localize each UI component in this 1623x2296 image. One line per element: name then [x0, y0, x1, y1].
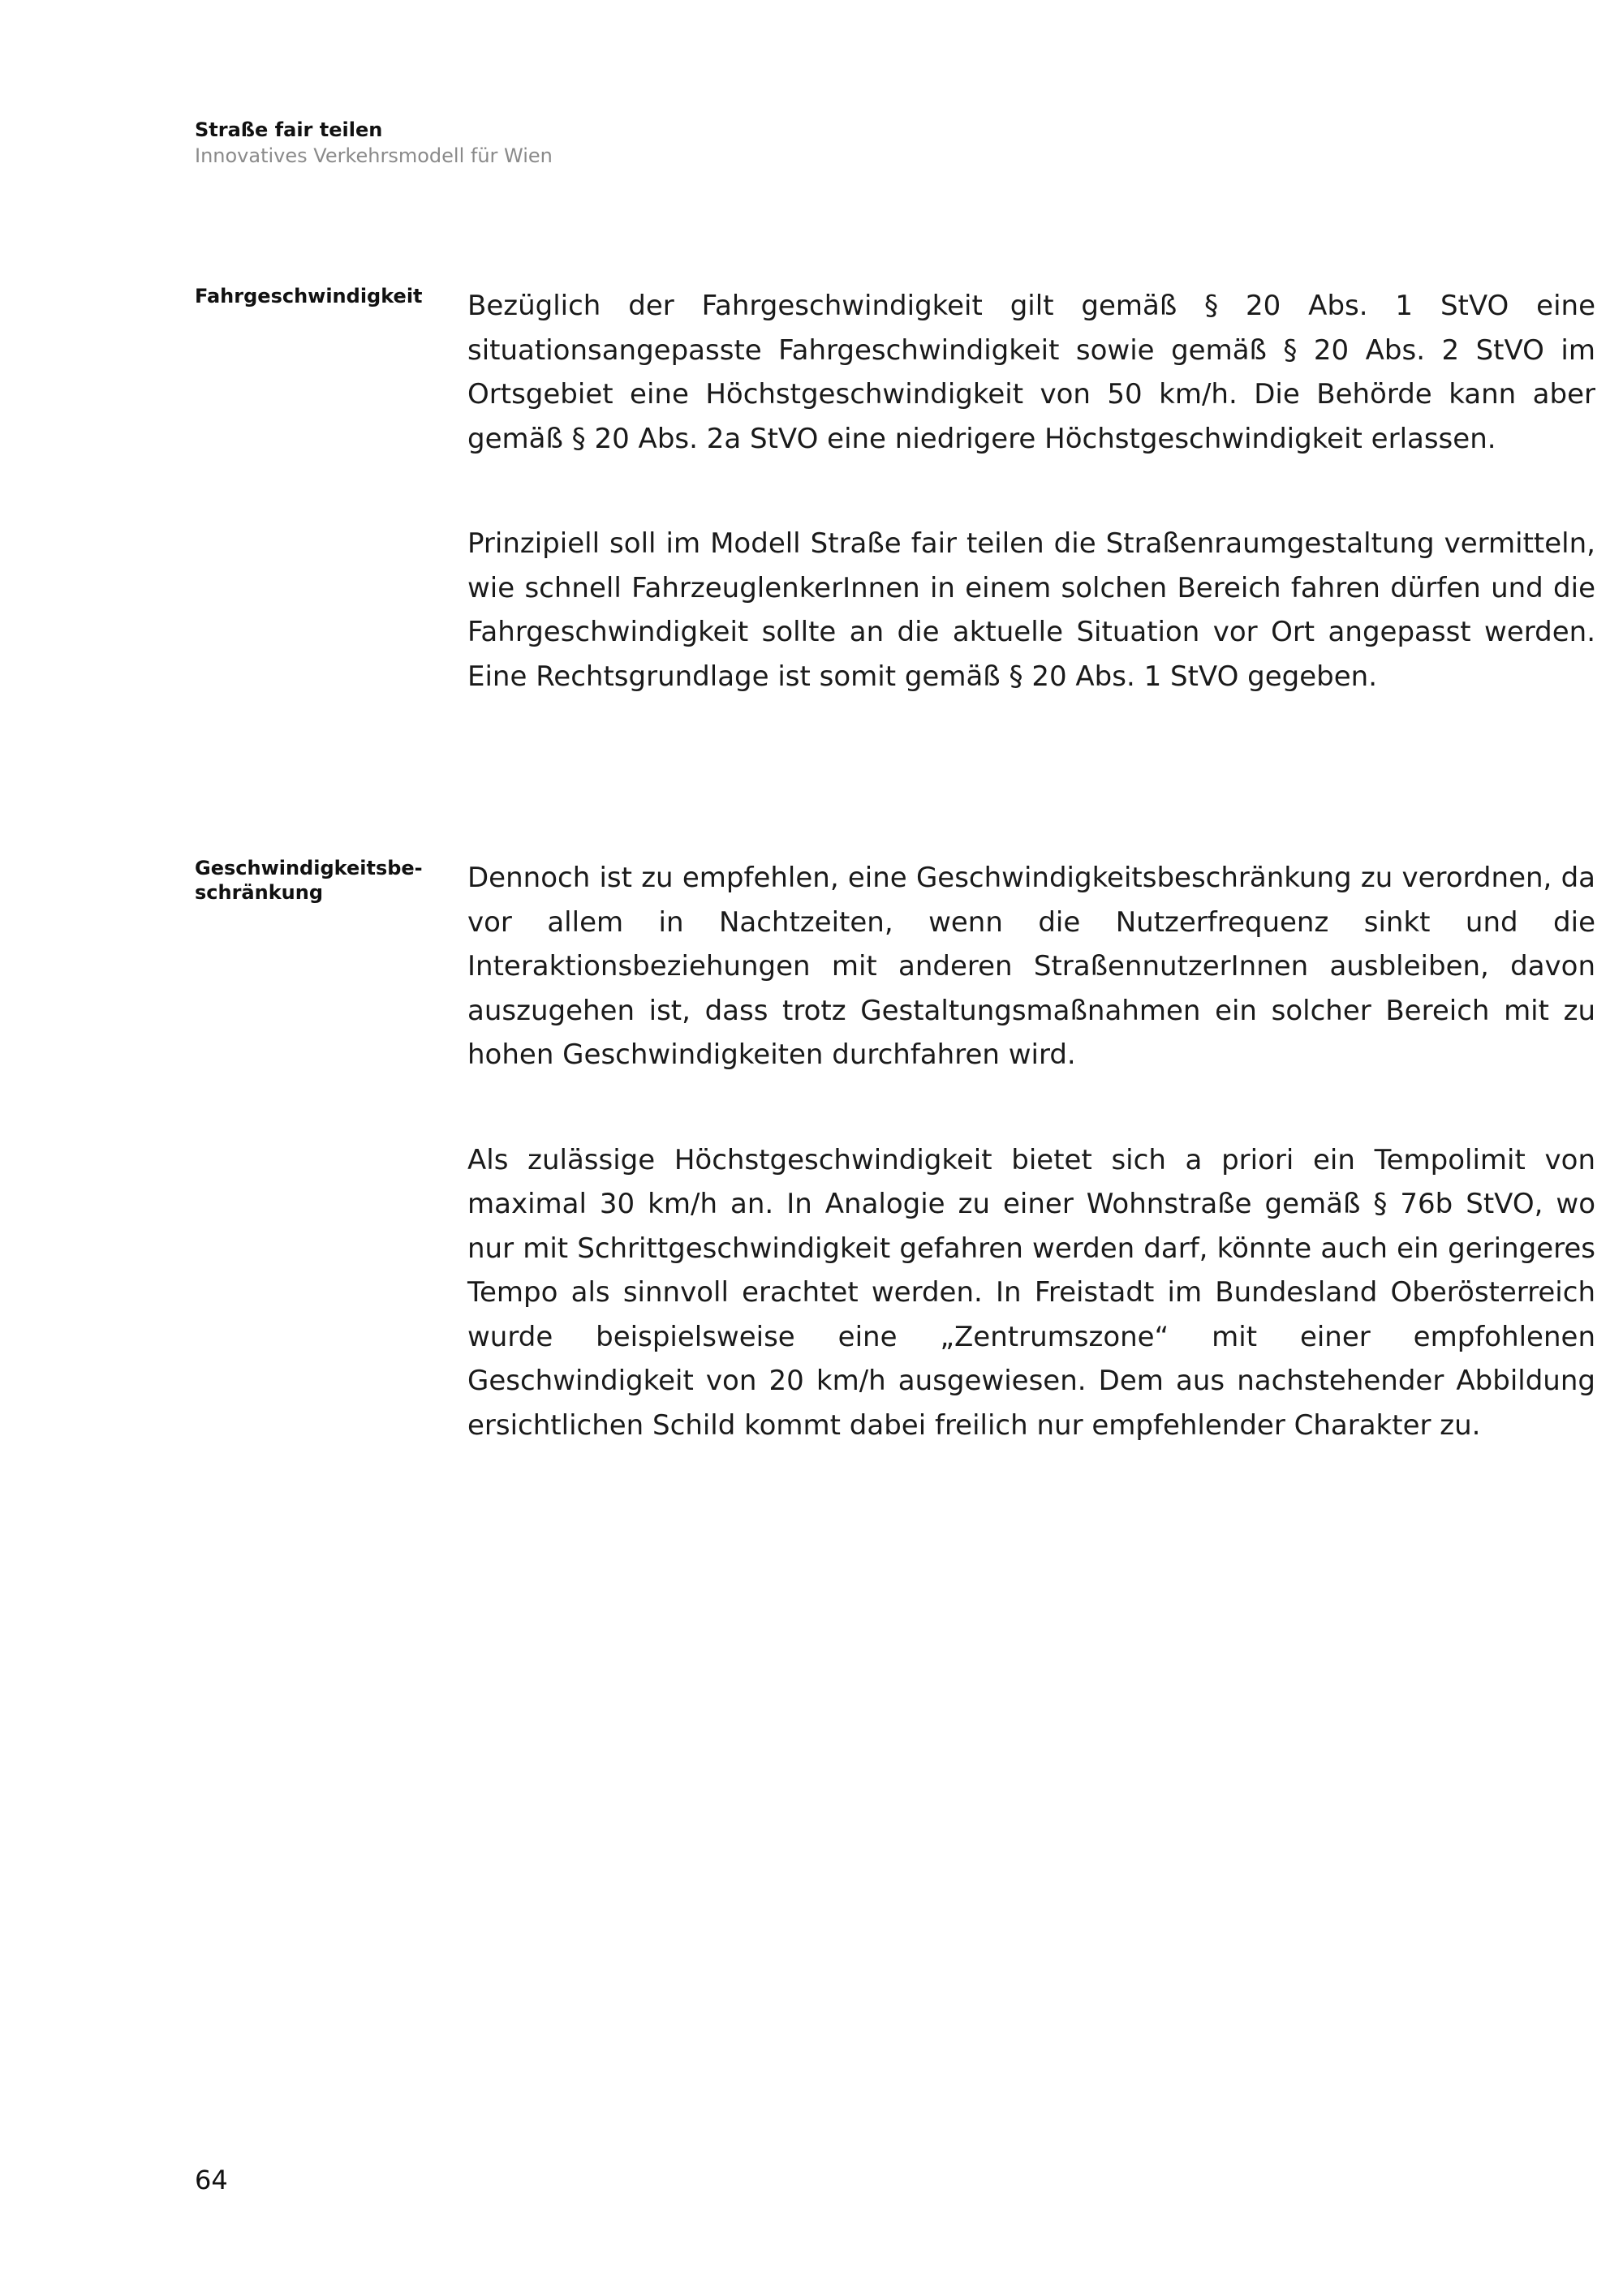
sidenote-line: Geschwindigkeitsbe-	[195, 857, 423, 879]
sidenote-line: schränkung	[195, 881, 324, 904]
running-header	[195, 117, 553, 169]
body-paragraph: Prinzipiell soll im Modell Straße fair teilen die Straßenraumgestaltung vermitteln, wie schnell FahrzeuglenkerInnen in einem solchen Bereich fahren dürfen und die Fahrgeschwindigkeit sollte an die aktuelle Situation vor Ort angepasst werden. Eine Rechtsgrundlage ist somit gemäß § 20 Abs. 1 StVO gegeben.	[467, 527, 1595, 693]
document-title: Straße fair teilen	[195, 118, 383, 141]
sidenote-label: Fahrgeschwindigkeit	[195, 285, 423, 307]
body-paragraph: Als zulässige Höchstgeschwindigkeit bietet sich a priori ein Tempolimit von maximal 30 km/h an. In Analogie zu einer Wohnstraße gemäß § 76b StVO, wo nur mit Schrittgeschwindigkeit gefahren werden darf, könnte auch ein geringeres Tempo als sinnvoll erachtet werden. In Freistadt im Bundesland Oberösterreich wurde beispielsweise eine „Zentrumszone“ mit einer empfohlenen Geschwindigkeit von 20 km/h ausgewiesen. Dem aus nachstehender Abbildung ersichtlichen Schild kommt dabei freilich nur empfehlender Charakter zu.	[467, 1143, 1595, 1442]
body-paragraph: Dennoch ist zu empfehlen, eine Geschwindigkeitsbeschränkung zu verordnen, da vor allem in Nachtzeiten, wenn die Nutzerfrequenz sinkt und die Interaktionsbeziehungen mit anderen StraßennutzerInnen ausbleiben, davon auszugehen ist, dass trotz Gestaltungsmaßnahmen ein solcher Bereich mit zu hohen Geschwindigkeiten durchfahren wird.	[467, 862, 1595, 1071]
section-body	[467, 856, 1595, 1508]
section-body	[467, 284, 1595, 759]
page-number: 64	[195, 2165, 228, 2195]
document-subtitle: Innovatives Verkehrsmodell für Wien	[195, 144, 553, 167]
sidenote-label	[195, 856, 430, 905]
body-paragraph: Bezüglich der Fahrgeschwindigkeit gilt gemäß § 20 Abs. 1 StVO eine situationsangepasste Fahrgeschwindigkeit sowie gemäß § 20 Abs. 2 StVO im Ortsgebiet eine Höchstgeschwindigkeit von 50 km/h. Die Behörde kann aber gemäß § 20 Abs. 2a StVO eine niedrigere Höchstgeschwindigkeit erlassen.	[467, 290, 1595, 455]
